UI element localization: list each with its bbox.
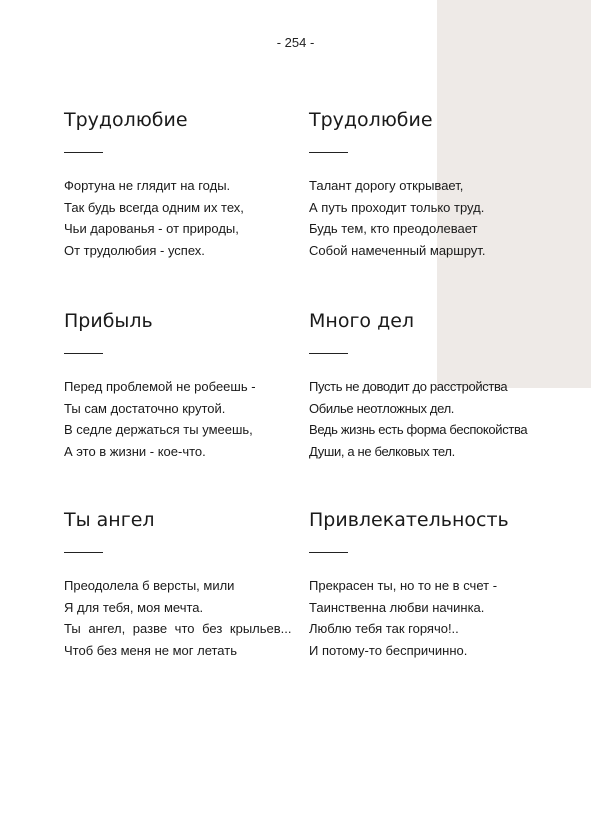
poem-5 [64, 508, 314, 661]
poem-line: В седле держаться ты умеешь, [64, 422, 253, 437]
title-underline [309, 353, 348, 354]
poem-line: И потому-то беспричинно. [309, 642, 468, 658]
poem-line: Собой намеченный маршрут. [309, 242, 486, 258]
poem-line: А это в жизни - кое-что. [64, 443, 206, 459]
poem-body [309, 376, 559, 462]
poem-title: Трудолюбие [309, 109, 433, 131]
title-underline [309, 152, 348, 153]
title-underline [64, 552, 103, 553]
poem-line: Преодолела б версты, мили [64, 578, 235, 593]
poem-line: Фортуна не глядит на годы. [64, 178, 231, 193]
poem-line: Чьи дарованья - от природы, [64, 221, 239, 236]
page-number: - 254 - [276, 35, 315, 50]
poem-line: А путь проходит только труд. [309, 199, 485, 215]
poem-line: Перед проблемой не робеешь - [64, 379, 256, 394]
poem-line: Ты сам достаточно крутой. [64, 400, 226, 416]
poem-title: Трудолюбие [64, 109, 188, 131]
poem-4 [309, 309, 559, 462]
poem-title: Привлекательность [309, 509, 509, 531]
poem-1 [64, 108, 314, 261]
poem-line: Ведь жизнь есть форма беспокойства [309, 422, 528, 437]
poem-body [64, 376, 314, 462]
poem-line: Талант дорогу открывает, [309, 178, 464, 193]
poem-line: Я для тебя, моя мечта. [64, 599, 204, 615]
poem-body [64, 575, 314, 661]
poem-6 [309, 508, 559, 661]
poem-line: Пусть не доводит до расстройства [309, 379, 508, 394]
poem-line: Таинственна любви начинка. [309, 599, 485, 615]
poem-3 [64, 309, 314, 462]
poem-line: Чтоб без меня не мог летать [64, 642, 237, 658]
poem-line: Будь тем, кто преодолевает [309, 221, 478, 236]
title-underline [309, 552, 348, 553]
poem-line: Так будь всегда одним их тех, [64, 199, 244, 215]
poem-body [309, 575, 559, 661]
poem-title: Ты ангел [64, 509, 155, 531]
poem-2 [309, 108, 559, 261]
poem-line: Обилье неотложных дел. [309, 400, 455, 416]
poem-line: Прекрасен ты, но то не в счет - [309, 578, 498, 593]
poem-title: Много дел [309, 310, 415, 332]
poem-title: Прибыль [64, 310, 153, 332]
title-underline [64, 353, 103, 354]
poem-line: Люблю тебя так горячо!.. [309, 621, 459, 636]
poem-body [309, 175, 559, 261]
poem-line: От трудолюбия - успех. [64, 242, 205, 258]
poem-line: Ты ангел, разве что без крыльев... [64, 621, 292, 636]
poem-line: Души, а не белковых тел. [309, 443, 455, 459]
poem-body [64, 175, 314, 261]
title-underline [64, 152, 103, 153]
